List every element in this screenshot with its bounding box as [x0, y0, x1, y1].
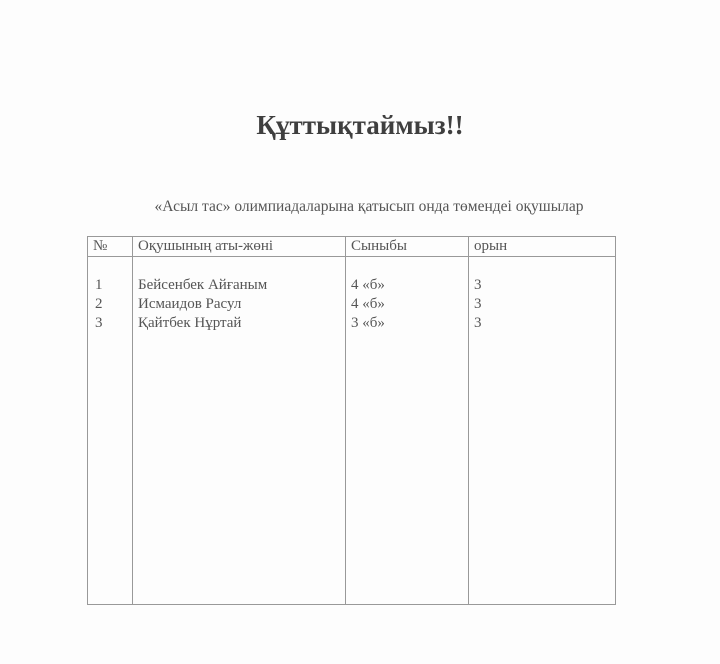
row-class: 4 «б»: [351, 296, 385, 312]
row-place: 3: [474, 277, 482, 293]
row-name: Исмаидов Расул: [138, 296, 242, 312]
header-name: Оқушының аты-жөні: [138, 238, 274, 254]
row-name: Қайтбек Нұртай: [138, 315, 242, 331]
column-divider: [132, 237, 133, 604]
row-number: 3: [95, 315, 103, 331]
row-number: 2: [95, 296, 103, 312]
header-class: Сыныбы: [351, 238, 407, 254]
page-title: Құттықтаймыз!!: [256, 110, 464, 140]
row-class: 4 «б»: [351, 277, 385, 293]
subtitle: «Асыл тас» олимпиадаларына қатысып онда төмендеі оқушылар: [154, 198, 584, 215]
row-number: 1: [95, 277, 103, 293]
header-divider: [88, 256, 615, 257]
results-table: [87, 236, 616, 605]
column-divider: [345, 237, 346, 604]
row-name: Бейсенбек Айғаным: [138, 277, 268, 293]
row-place: 3: [474, 296, 482, 312]
header-number: №: [93, 238, 108, 254]
row-place: 3: [474, 315, 482, 331]
row-class: 3 «б»: [351, 315, 385, 331]
header-place: орын: [474, 238, 508, 254]
column-divider: [468, 237, 469, 604]
